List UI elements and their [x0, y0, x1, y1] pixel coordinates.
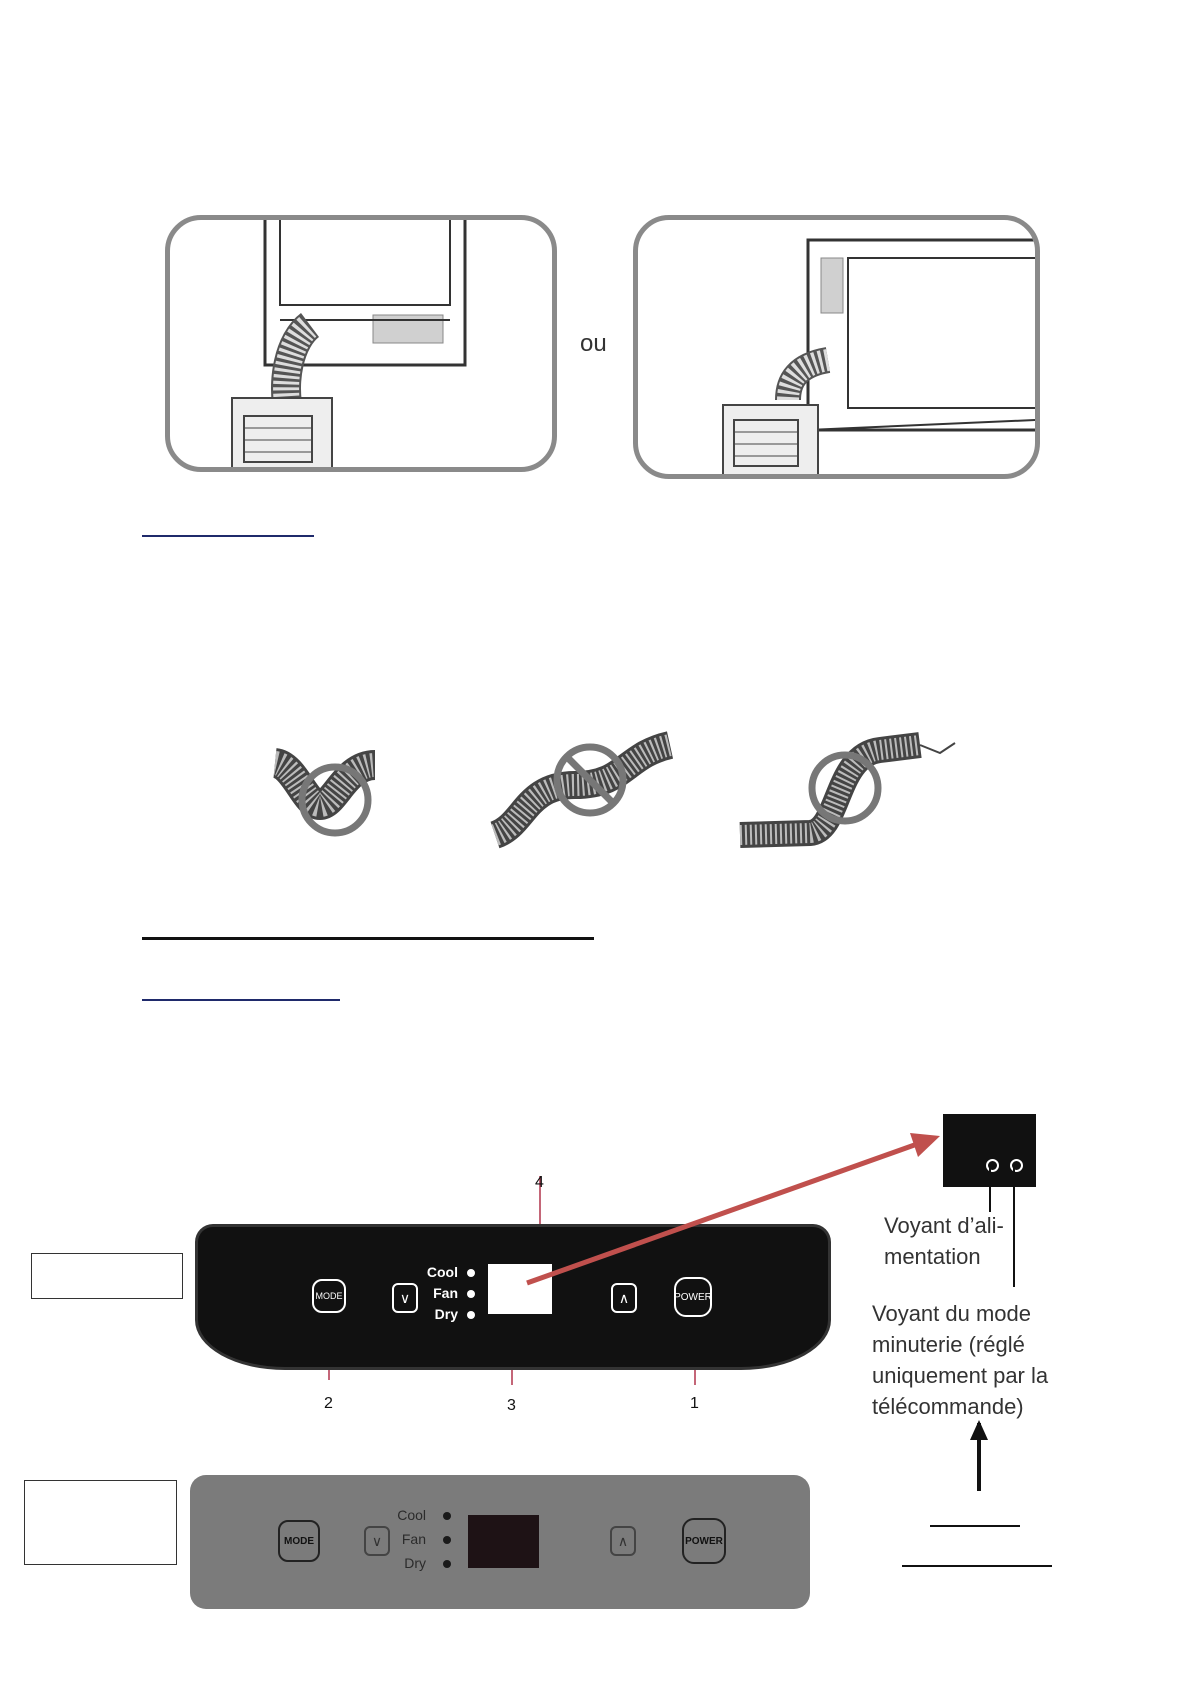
- display-screen-gray: [468, 1515, 539, 1568]
- underline-right-2: [902, 1565, 1052, 1567]
- led-label-dry-gray: Dry: [404, 1555, 426, 1571]
- temp-down-button[interactable]: ∨: [392, 1283, 418, 1313]
- led-dry-indicator-gray: [443, 1560, 451, 1568]
- power-light-label: Voyant d’ali- mentation: [884, 1213, 1004, 1269]
- led-label-fan-gray: Fan: [401, 1531, 426, 1547]
- callout-number-1: 1: [690, 1395, 699, 1412]
- underline-right-1: [930, 1525, 1020, 1527]
- led-label-dry: Dry: [434, 1306, 458, 1322]
- callout-number-4: 4: [535, 1174, 544, 1191]
- control-panel-gray: [190, 1475, 810, 1609]
- led-label-cool: Cool: [426, 1264, 458, 1280]
- power-button-gray[interactable]: POWER: [682, 1518, 726, 1564]
- led-label-cool-gray: Cool: [397, 1507, 426, 1523]
- mode-button-gray[interactable]: MODE: [278, 1520, 320, 1562]
- callout-number-2: 2: [324, 1395, 333, 1412]
- temp-down-button-gray[interactable]: ∨: [364, 1526, 390, 1556]
- callout-number-3: 3: [507, 1397, 516, 1414]
- mode-button[interactable]: MODE: [312, 1279, 346, 1313]
- led-label-fan: Fan: [433, 1285, 458, 1301]
- led-cool-indicator-gray: [443, 1512, 451, 1520]
- power-button[interactable]: POWER: [674, 1277, 712, 1317]
- timer-light-label: Voyant du mode minuterie (réglé uniquement par la télécommande): [872, 1301, 1049, 1419]
- temp-up-button-gray[interactable]: ∧: [610, 1526, 636, 1556]
- temp-up-button[interactable]: ∧: [611, 1283, 637, 1313]
- or-separator: ou: [580, 330, 607, 357]
- led-fan-indicator-gray: [443, 1536, 451, 1544]
